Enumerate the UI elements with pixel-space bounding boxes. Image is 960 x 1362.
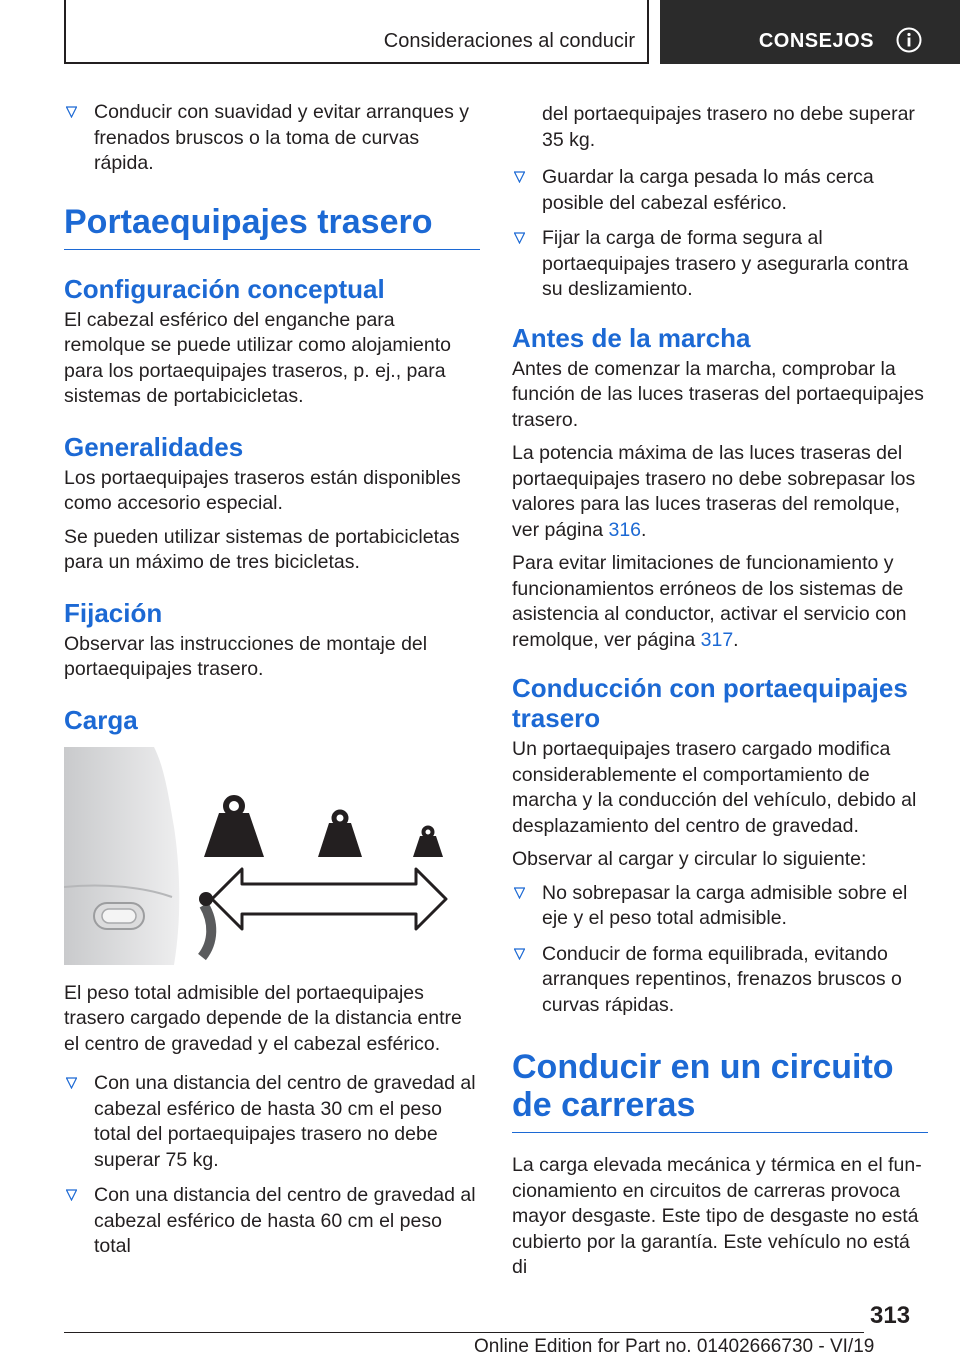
subsection-title: Carga <box>64 704 138 735</box>
page-link-317[interactable]: 317 <box>700 628 734 651</box>
paragraph-text: Para evitar limitaciones de funcionamiento y funcionamientos erróneos de los sistemas de asistencia al conductor, activar el servicio con remolque, ver página <box>512 552 907 651</box>
subsection-title: Antes de la marcha <box>512 322 751 353</box>
tow-hitch <box>202 905 211 957</box>
footer-edition: Online Edition for Part no. 01402666730 - VI/19 <box>474 1336 875 1357</box>
right-column <box>512 102 928 1289</box>
paragraph: Se pueden utilizar sistemas de portabicicletas para un máximo de tres bicicletas. <box>64 525 460 573</box>
bullet-triangle-icon <box>66 1077 77 1089</box>
paragraph: El peso total admisible del portaequipajes trasero cargado depende de la distancia entre el centro de gravedad y el cabezal esférico. <box>64 981 462 1055</box>
list-item-text: No sobrepasar la carga admisible sobre el eje y el peso total admisible. <box>542 881 908 929</box>
info-icon <box>896 27 922 53</box>
weight-small-icon <box>413 827 443 857</box>
paragraph-text: . <box>733 628 739 651</box>
subsection-title: Conducción con portaequipajes trasero <box>512 673 908 733</box>
list-item <box>64 1071 480 1173</box>
section-title: Conducir en un circuito de carreras <box>512 1048 894 1124</box>
list-item-text: Conducir con suavidad y evitar arranques y frenados bruscos o la toma de curvas rápida. <box>94 101 470 174</box>
load-distance-illustration <box>64 747 480 965</box>
section-heading-wrap <box>512 1048 928 1133</box>
weight-medium-icon <box>318 812 362 857</box>
list-item <box>512 942 928 1019</box>
subsection-title: Fijación <box>64 597 163 628</box>
list-item-text: Guardar la carga pesada lo más cerca posible del cabezal esférico. <box>542 166 874 214</box>
list-item-text: Fijar la carga de forma segura al portaequipajes trasero y asegurarla contra su deslizamiento. <box>542 227 909 300</box>
header-section-box <box>64 0 649 64</box>
list-item-text: Conducir de forma equilibrada, evitando arranques repentinos, frenazos bruscos o curvas rápidas. <box>542 942 902 1016</box>
paragraph: El cabezal esférico del enganche para remolque se puede utilizar como alojamiento para los portaequipajes traseros, p. ej., para sistemas de portabicicletas. <box>64 308 451 407</box>
footer-divider <box>64 1332 864 1333</box>
paragraph: Los portaequipajes traseros están disponibles como accesorio especial. <box>64 466 461 514</box>
list-item <box>64 1183 480 1260</box>
bullet-triangle-icon <box>66 1189 77 1201</box>
header-section-title: Consideraciones al conducir <box>383 30 635 52</box>
paragraph: Observar las instrucciones de montaje del portaequipajes trasero. <box>64 632 428 680</box>
paragraph <box>512 551 928 653</box>
paragraph: La carga elevada mecánica y térmica en el funcionamiento en circuitos de carreras provoca mayor desgaste. Este tipo de desgaste no está cubierto por la garantía. Este vehículo no está di <box>512 1154 922 1278</box>
bullet-triangle-icon <box>514 232 525 244</box>
bullet-triangle-icon <box>514 887 525 899</box>
paragraph: Observar al cargar y circular lo siguiente: <box>512 848 867 870</box>
subsection-title: Configuración conceptual <box>64 273 385 304</box>
distance-arrow <box>212 869 446 929</box>
section-heading-wrap <box>64 203 480 250</box>
list-item <box>64 100 480 177</box>
bullet-triangle-icon <box>514 948 525 960</box>
car-rear-shape <box>64 747 179 965</box>
load-diagram-figure <box>64 747 480 965</box>
paragraph: Un portaequipajes trasero cargado modifica considerablemente el comportamiento de marcha y la conducción del vehículo, debido al desplazamiento del centro de gravedad. <box>512 738 917 837</box>
list-item <box>512 165 928 216</box>
weight-large-icon <box>204 798 264 857</box>
bullet-triangle-icon <box>514 171 525 183</box>
bullet-triangle-icon <box>66 106 77 118</box>
left-column <box>64 100 480 1270</box>
paragraph: Antes de comenzar la marcha, comprobar la función de las luces traseras del portaequipajes trasero. <box>512 357 924 431</box>
section-title: Portaequipajes trasero <box>64 202 433 241</box>
header-chapter-title: CONSEJOS <box>758 30 874 52</box>
subsection-title: Generalidades <box>64 431 244 462</box>
page-link-316[interactable]: 316 <box>608 518 642 541</box>
list-item-text: Con una distancia del centro de gravedad al cabezal esférico de hasta 30 cm el peso total del portaequipajes trasero no debe superar 75 kg. <box>94 1072 476 1171</box>
list-item <box>512 881 928 932</box>
list-item <box>512 226 928 303</box>
paragraph-text: La potencia máxima de las luces traseras del portaequipajes trasero no debe sobrepasar los valores para las luces traseras del remolque, ver página <box>512 442 916 541</box>
paragraph-text: . <box>641 518 647 541</box>
list-item-text: Con una distancia del centro de gravedad al cabezal esférico de hasta 60 cm el peso total <box>94 1184 476 1257</box>
page-number: 313 <box>870 1302 911 1329</box>
header-chapter-box <box>660 0 960 64</box>
list-item-continuation: del portaequipajes trasero no debe superar 35 kg. <box>542 103 915 151</box>
paragraph <box>512 441 928 543</box>
